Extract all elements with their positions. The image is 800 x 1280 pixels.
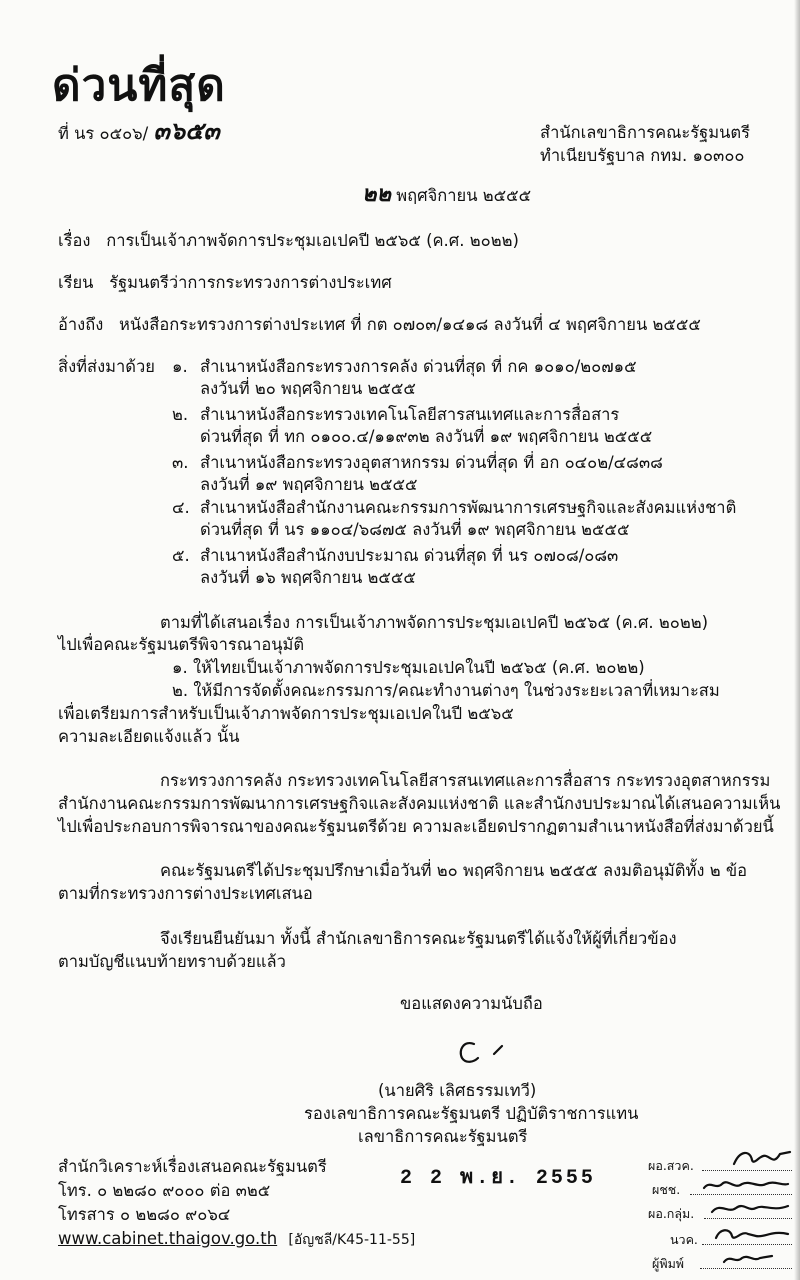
roster-label-4: นวค. bbox=[670, 1232, 698, 1247]
paragraph-1-item2b: เพื่อเตรียมการสำหรับเป็นเจ้าภาพจัดการประชุมเอเปคในปี ๒๕๖๕ bbox=[58, 704, 514, 723]
footer-office: สำนักวิเคราะห์เรื่องเสนอคณะรัฐมนตรี bbox=[58, 1157, 327, 1176]
roster-initial-4 bbox=[712, 1224, 792, 1244]
signer-name: (นายศิริ เลิศธรรมเทวี) bbox=[378, 1081, 537, 1100]
urgent-heading: ด่วนที่สุด bbox=[52, 60, 226, 111]
enclosure-3-number: ๓. bbox=[172, 453, 189, 472]
subject-line bbox=[58, 230, 519, 252]
reference-label: อ้างถึง bbox=[58, 315, 104, 334]
enclosure-3-line1: สำเนาหนังสือกระทรวงอุตสาหกรรม ด่วนที่สุด ที่ อก ๐๔๐๒/๔๘๓๘ bbox=[200, 453, 663, 472]
recipient-label: เรียน bbox=[58, 273, 94, 292]
date-day-handwritten: ๒๒ bbox=[362, 181, 392, 207]
roster-line-4 bbox=[702, 1244, 792, 1245]
roster-line-2 bbox=[690, 1194, 792, 1195]
signature-mark bbox=[450, 1034, 520, 1074]
reference-line bbox=[58, 314, 701, 336]
enclosure-1-line1: สำเนาหนังสือกระทรวงการคลัง ด่วนที่สุด ที่ กค ๑๐๑๐/๒๐๗๑๕ bbox=[200, 357, 637, 376]
enclosure-4-line2: ด่วนที่สุด ที่ นร ๑๑๐๔/๖๘๗๕ ลงวันที่ ๑๙ พฤศจิกายน ๒๕๕๕ bbox=[200, 520, 630, 539]
reference-text: หนังสือกระทรวงการต่างประเทศ ที่ กต ๐๗๐๓/๑๔๑๘ ลงวันที่ ๔ พฤศจิกายน ๒๕๕๕ bbox=[119, 315, 701, 334]
paragraph-3-line1: คณะรัฐมนตรีได้ประชุมปรึกษาเมื่อวันที่ ๒๐ พฤศจิกายน ๒๕๕๕ ลงมติอนุมัติทั้ง ๒ ข้อ bbox=[160, 861, 748, 880]
footer-fax: โทรสาร ๐ ๒๒๘๐ ๙๐๖๔ bbox=[58, 1205, 231, 1224]
enclosures-label: สิ่งที่ส่งมาด้วย bbox=[58, 357, 155, 376]
roster-label-3: ผอ.กลุ่ม. bbox=[648, 1206, 695, 1221]
enclosure-2-line1: สำเนาหนังสือกระทรวงเทคโนโลยีสารสนเทศและการสื่อสาร bbox=[200, 405, 620, 424]
footer-code: [อัญชลี/K45-11-55] bbox=[288, 1232, 416, 1248]
paragraph-1-item1: ๑. ให้ไทยเป็นเจ้าภาพจัดการประชุมเอเปคในปี ๒๕๖๕ (ค.ศ. ๒๐๒๒) bbox=[172, 658, 645, 677]
paragraph-4-line1: จึงเรียนยืนยันมา ทั้งนี้ สำนักเลขาธิการคณะรัฐมนตรีได้แจ้งให้ผู้ที่เกี่ยวข้อง bbox=[160, 929, 677, 948]
roster-initial-1 bbox=[730, 1146, 794, 1170]
roster-label-5: ผู้พิมพ์ bbox=[652, 1256, 685, 1271]
office-address: ทำเนียบรัฐบาล กทม. ๑๐๓๐๐ bbox=[540, 146, 745, 165]
enclosure-3-line2: ลงวันที่ ๑๙ พฤศจิกายน ๒๕๕๕ bbox=[200, 475, 418, 494]
paragraph-3-line2: ตามที่กระทรวงการต่างประเทศเสนอ bbox=[58, 884, 313, 903]
signer-title-2: เลขาธิการคณะรัฐมนตรี bbox=[358, 1127, 528, 1146]
signer-title-1: รองเลขาธิการคณะรัฐมนตรี ปฏิบัติราชการแทน bbox=[304, 1104, 639, 1123]
roster-line-5 bbox=[700, 1268, 792, 1269]
subject-label: เรื่อง bbox=[58, 231, 91, 250]
document-number bbox=[58, 116, 220, 145]
enclosure-5-line2: ลงวันที่ ๑๖ พฤศจิกายน ๒๕๕๕ bbox=[200, 568, 416, 587]
footer-telephone: โทร. ๐ ๒๒๘๐ ๙๐๐๐ ต่อ ๓๒๕ bbox=[58, 1181, 271, 1200]
paragraph-1-line2: ไปเพื่อคณะรัฐมนตรีพิจารณาอนุมัติ bbox=[58, 635, 305, 654]
paragraph-2-line1: กระทรวงการคลัง กระทรวงเทคโนโลยีสารสนเทศและการสื่อสาร กระทรวงอุตสาหกรรม bbox=[160, 771, 771, 790]
roster-label-1: ผอ.สวค. bbox=[648, 1158, 694, 1173]
enclosure-1-number: ๑. bbox=[172, 357, 188, 376]
document-number-handwritten: ๓๖๕๓ bbox=[153, 116, 220, 145]
enclosure-1-line2: ลงวันที่ ๒๐ พฤศจิกายน ๒๕๕๕ bbox=[200, 379, 416, 398]
document-number-prefix: ที่ นร ๐๕๐๖/ bbox=[58, 124, 149, 143]
recipient-text: รัฐมนตรีว่าการกระทรวงการต่างประเทศ bbox=[109, 273, 392, 292]
paragraph-2-line3: ไปเพื่อประกอบการพิจารณาของคณะรัฐมนตรีด้วย ความละเอียดปรากฏตามสำเนาหนังสือที่ส่งมาด้วยนี้ bbox=[58, 817, 774, 836]
footer-url-line bbox=[58, 1228, 415, 1251]
paragraph-4-line2: ตามบัญชีแนบท้ายทราบด้วยแล้ว bbox=[58, 952, 286, 971]
enclosure-4-number: ๔. bbox=[172, 498, 190, 517]
roster-initial-5 bbox=[720, 1250, 776, 1268]
footer-url-link[interactable]: www.cabinet.thaigov.go.th bbox=[58, 1229, 278, 1248]
roster-label-2: ผชช. bbox=[652, 1182, 681, 1197]
recipient-line bbox=[58, 272, 392, 294]
closing-salutation: ขอแสดงความนับถือ bbox=[400, 994, 543, 1013]
paragraph-1-end: ความละเอียดแจ้งแล้ว นั้น bbox=[58, 727, 240, 746]
scan-edge-shadow bbox=[794, 0, 800, 1280]
enclosure-2-number: ๒. bbox=[172, 405, 189, 424]
enclosure-5-number: ๕. bbox=[172, 546, 190, 565]
enclosure-5-line1: สำเนาหนังสือสำนักงบประมาณ ด่วนที่สุด ที่ นร ๐๗๐๘/๐๘๓ bbox=[200, 546, 619, 565]
enclosure-4-line1: สำเนาหนังสือสำนักงานคณะกรรมการพัฒนาการเศรษฐกิจและสังคมแห่งชาติ bbox=[200, 498, 737, 517]
paragraph-1-line1: ตามที่ได้เสนอเรื่อง การเป็นเจ้าภาพจัดการประชุมเอเปคปี ๒๕๖๕ (ค.ศ. ๒๐๒๒) bbox=[160, 613, 709, 632]
roster-line-3 bbox=[704, 1218, 792, 1219]
document-date bbox=[362, 183, 531, 207]
enclosure-2-line2: ด่วนที่สุด ที่ ทก ๐๑๐๐.๔/๑๑๙๓๒ ลงวันที่ ๑๙ พฤศจิกายน ๒๕๕๕ bbox=[200, 427, 653, 446]
date-month-year: พฤศจิกายน ๒๕๕๕ bbox=[396, 186, 532, 205]
roster-initial-3 bbox=[708, 1198, 792, 1218]
roster-initial-2 bbox=[700, 1176, 792, 1194]
office-name: สำนักเลขาธิการคณะรัฐมนตรี bbox=[540, 123, 750, 142]
subject-text: การเป็นเจ้าภาพจัดการประชุมเอเปคปี ๒๕๖๕ (ค.ศ. ๒๐๒๒) bbox=[106, 231, 519, 250]
paragraph-2-line2: สำนักงานคณะกรรมการพัฒนาการเศรษฐกิจและสังคมแห่งชาติ และสำนักงบประมาณได้เสนอความเห็น bbox=[58, 794, 781, 813]
roster-line-1 bbox=[702, 1170, 792, 1171]
paragraph-1-item2a: ๒. ให้มีการจัดตั้งคณะกรรมการ/คณะทำงานต่างๆ ในช่วงระยะเวลาที่เหมาะสม bbox=[172, 681, 720, 700]
received-date-stamp: 2 2 พ.ย. 2555 bbox=[400, 1167, 596, 1190]
